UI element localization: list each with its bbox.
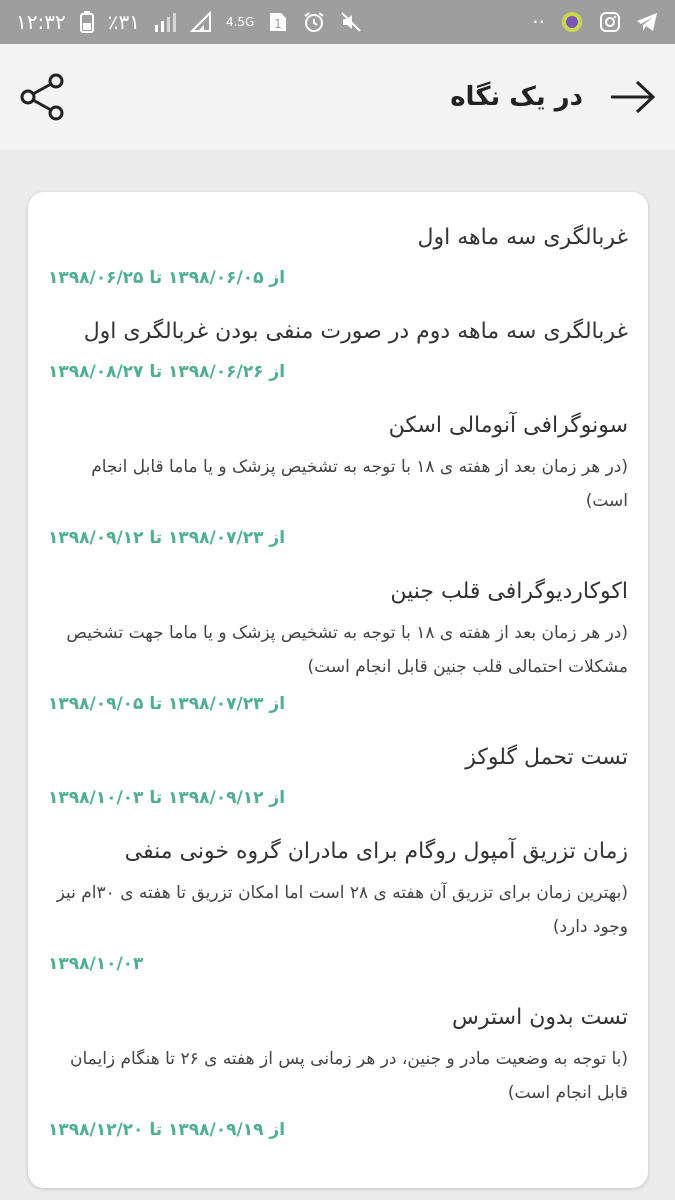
arrow-right-icon[interactable] <box>609 79 657 115</box>
status-bar-right <box>532 9 659 35</box>
item-date: از ۱۳۹۸/۰۷/۲۳ تا ۱۳۹۸/۰۹/۱۲ <box>48 528 286 548</box>
item-note: (در هر زمان بعد از هفته ی ۱۸ با توجه به تشخیص پزشک و یا ماما جهت تشخیص مشکلات احتمالی قلب جنین قابل انجام است) <box>66 623 628 677</box>
list-item <box>48 218 628 292</box>
share-icon[interactable] <box>18 72 68 122</box>
list-item <box>48 998 628 1144</box>
item-title: تست تحمل گلوکز <box>465 745 628 770</box>
list-item <box>48 738 628 812</box>
instagram-icon <box>599 11 621 33</box>
item-note: (بهترین زمان برای تزریق آن هفته ی ۲۸ است اما امکان تزریق تا هفته ی ۳۰ام نیز وجود دارد) <box>56 883 628 937</box>
network-type: 4.5G <box>225 15 255 29</box>
more-dots: ·· <box>532 10 545 34</box>
signal-strength-icon <box>190 11 212 33</box>
item-date: از ۱۳۹۸/۰۶/۲۶ تا ۱۳۹۸/۰۸/۲۷ <box>48 362 286 382</box>
list-item <box>48 572 628 718</box>
schedule-card <box>28 192 648 1188</box>
item-title: تست بدون استرس <box>452 1005 628 1030</box>
svg-text:1: 1 <box>274 17 283 31</box>
item-note: (در هر زمان بعد از هفته ی ۱۸ با توجه به تشخیص پزشک و یا ماما قابل انجام است) <box>91 457 628 511</box>
list-item <box>48 312 628 386</box>
list-item <box>48 406 628 552</box>
item-date: از ۱۳۹۸/۰۷/۲۳ تا ۱۳۹۸/۰۹/۰۵ <box>48 694 286 714</box>
title-wrap <box>450 79 657 115</box>
item-note: (با توجه به وضعیت مادر و جنین، در هر زمانی پس از هفته ی ۲۶ تا هنگام زایمان قابل انجام است) <box>69 1049 628 1103</box>
app-bar <box>0 44 675 150</box>
app-notification-icon <box>559 9 585 35</box>
item-date: از ۱۳۹۸/۰۹/۱۲ تا ۱۳۹۸/۱۰/۰۳ <box>48 788 286 808</box>
status-bar <box>0 0 675 44</box>
status-bar-left <box>16 10 362 34</box>
item-title: سونوگرافی آنومالی اسکن <box>388 413 628 438</box>
sim-icon <box>268 11 288 33</box>
item-date: از ۱۳۹۸/۰۹/۱۹ تا ۱۳۹۸/۱۲/۲۰ <box>48 1120 286 1140</box>
telegram-icon <box>635 11 659 33</box>
battery-percent: ٪۳۱ <box>107 10 140 34</box>
clock: ۱۲:۳۲ <box>16 10 66 34</box>
item-title: غربالگری سه ماهه اول <box>417 225 628 250</box>
list-item <box>48 832 628 978</box>
item-date: ۱۳۹۸/۱۰/۰۳ <box>48 954 144 974</box>
item-date: از ۱۳۹۸/۰۶/۰۵ تا ۱۳۹۸/۰۶/۲۵ <box>48 268 286 288</box>
mute-icon <box>340 11 362 33</box>
signal-icon <box>154 11 176 33</box>
item-title: غربالگری سه ماهه دوم در صورت منفی بودن غربالگری اول <box>83 319 628 344</box>
battery-icon <box>80 11 94 33</box>
alarm-icon <box>302 10 326 34</box>
item-title: زمان تزریق آمپول روگام برای مادران گروه خونی منفی <box>124 839 628 864</box>
page-title: در یک نگاه <box>450 82 583 112</box>
item-title: اکوکاردیوگرافی قلب جنین <box>390 579 628 604</box>
